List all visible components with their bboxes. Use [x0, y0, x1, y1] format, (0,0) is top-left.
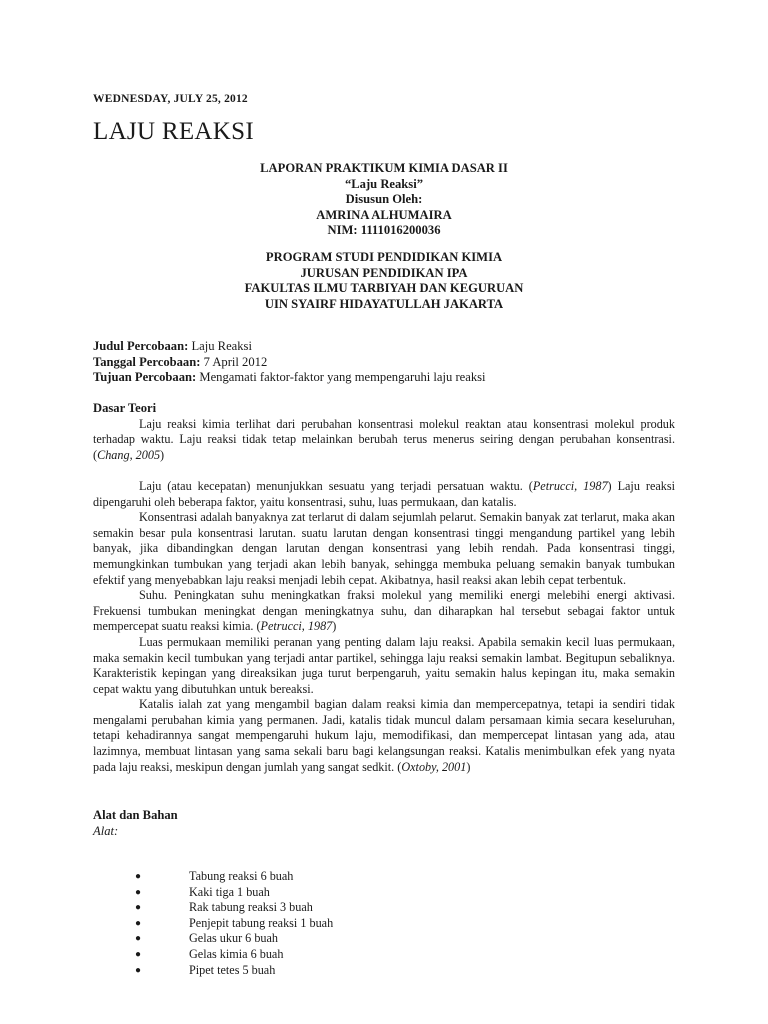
- bullet-icon: ●: [135, 964, 142, 976]
- judul-label: Judul Percobaan:: [93, 339, 189, 353]
- theory-paragraph: Luas permukaan memiliki peranan yang penting dalam laju reaksi. Apabila semakin kecil luas permukaan, maka semakin kecil tumbukan yang terjadi antar partikel, sehingga laju reaksi semakin lambat. Begitupun sebaliknya. Karakteristik kepingan yang direaksikan juga turut berpengaruh, yaitu semakin halus kepingan itu, maka semakin cepat waktu yang dibutuhkan untuk bereaksi.: [93, 634, 675, 696]
- dasar-teori-section: [93, 401, 675, 775]
- judul-value: Laju Reaksi: [188, 339, 252, 353]
- citation: Chang, 2005: [97, 447, 161, 462]
- list-item: ● Tabung reaksi 6 buah: [135, 869, 294, 883]
- report-header-block: [93, 161, 675, 239]
- equipment-list: [135, 869, 334, 978]
- theory-paragraph: Laju (atau kecepatan) menunjukkan sesuatu yang terjadi persatuan waktu. (Petrucci, 1987) Laju reaksi dipengaruhi oleh beberapa faktor, yaitu konsentrasi, suhu, luas permukaan, dan katalis.: [93, 478, 675, 509]
- theory-paragraph: Konsentrasi adalah banyaknya zat terlarut di dalam sejumlah pelarut. Semakin banyak zat terlarut, maka akan semakin besar pula konsentrasi larutan. suatu larutan dengan konsentrasi tinggi mengandung partikel yang lebih banyak, jika dibandingkan dengan larutan dengan konsentrasi yang lebih rendah. Pada konsentrasi tinggi, memungkinkan tumbukan yang terjadi akan lebih banyak, sehingga membuka peluang semakin banyak tumbukan efektif yang menyebabkan laju reaksi menjadi lebih cepat. Akibatnya, hasil reaksi akan lebih cepat terbentuk.: [93, 510, 675, 587]
- bullet-icon: ●: [135, 902, 142, 914]
- list-item: ● Rak tabung reaksi 3 buah: [135, 900, 313, 915]
- bullet-icon: ●: [135, 948, 142, 960]
- meta-tujuan: [93, 370, 486, 386]
- section-heading: Alat dan Bahan: [93, 808, 178, 822]
- citation: Oxtoby, 2001: [401, 759, 467, 774]
- institution-block: [93, 250, 675, 312]
- subsection-label: Alat:: [93, 823, 119, 838]
- tanggal-value: 7 April 2012: [200, 354, 268, 369]
- author-nim: NIM: 1111016200036: [327, 223, 441, 238]
- list-item: ● Gelas kimia 6 buah: [135, 946, 284, 961]
- bullet-icon: ●: [135, 871, 142, 882]
- page-title: LAJU REAKSI: [93, 118, 254, 145]
- meta-tanggal: [93, 355, 486, 371]
- bullet-icon: ●: [135, 933, 142, 945]
- tujuan-label: Tujuan Percobaan:: [93, 370, 197, 385]
- department: JURUSAN PENDIDIKAN IPA: [300, 265, 468, 280]
- study-program: PROGRAM STUDI PENDIDIKAN KIMIA: [265, 250, 503, 264]
- faculty: FAKULTAS ILMU TARBIYAH DAN KEGURUAN: [244, 281, 524, 296]
- theory-paragraph: Suhu. Peningkatan suhu meningkatkan fraksi molekul yang memiliki energi melebihi energi aktivasi. Frekuensi tumbukan meningkat dengan meningkatnya suhu, dan diharapkan hal tersebut sebagai faktor untuk mempercepat suatu reaksi kimia. (Petrucci, 1987): [93, 588, 675, 634]
- theory-paragraph: Katalis ialah zat yang mengambil bagian dalam reaksi kimia dan mempercepatnya, tetapi ia sendiri tidak mengalami perubahan kimia yang permanen. Jadi, katalis tidak muncul dalam persamaan kimia secara keseluruhan, tetapi kehadirannya sangat mempengaruhi hukum laju, memodifikasi, dan mempercepat lintasan yang ada, atau lazimnya, membuat lintasan yang sama sekali baru bagi kelangsungan reaksi. Katalis menimbulkan efek yang nyata pada laju reaksi, meskipun dengan jumlah yang sangat sedkit. (Oxtoby, 2001): [93, 697, 675, 774]
- university: UIN SYAIRF HIDAYATULLAH JAKARTA: [264, 296, 504, 311]
- report-title: “Laju Reaksi”: [344, 176, 424, 191]
- list-item: ● Gelas ukur 6 buah: [135, 931, 279, 946]
- author-name: AMRINA ALHUMAIRA: [316, 207, 452, 222]
- report-type: LAPORAN PRAKTIKUM KIMIA DASAR II: [260, 161, 508, 175]
- list-item: ● Penjepit tabung reaksi 1 buah: [135, 915, 334, 930]
- tanggal-label: Tanggal Percobaan:: [93, 354, 201, 369]
- citation: Petrucci, 1987: [532, 478, 608, 493]
- alat-bahan-section: [93, 808, 178, 839]
- list-item: ● Kaki tiga 1 buah: [135, 884, 270, 899]
- author-label: Disusun Oleh:: [345, 192, 423, 207]
- bullet-icon: ●: [135, 886, 142, 898]
- theory-paragraph: Laju reaksi kimia terlihat dari perubahan konsentrasi molekul reaktan atau konsentrasi molekul produk terhadap waktu. Laju reaksi tidak tetap melainkan berubah terus menerus seiring dengan perubahan konsentrasi. (Chang, 2005): [93, 416, 675, 462]
- citation: Petrucci, 1987: [260, 619, 333, 634]
- bullet-icon: ●: [135, 917, 142, 929]
- post-date: WEDNESDAY, JULY 25, 2012: [93, 93, 248, 105]
- section-heading: Dasar Teori: [93, 401, 157, 415]
- meta-judul: [93, 339, 486, 355]
- experiment-meta: [93, 339, 486, 386]
- tujuan-value: Mengamati faktor-faktor yang mempengaruhi laju reaksi: [196, 370, 486, 385]
- list-item: ● Pipet tetes 5 buah: [135, 962, 276, 977]
